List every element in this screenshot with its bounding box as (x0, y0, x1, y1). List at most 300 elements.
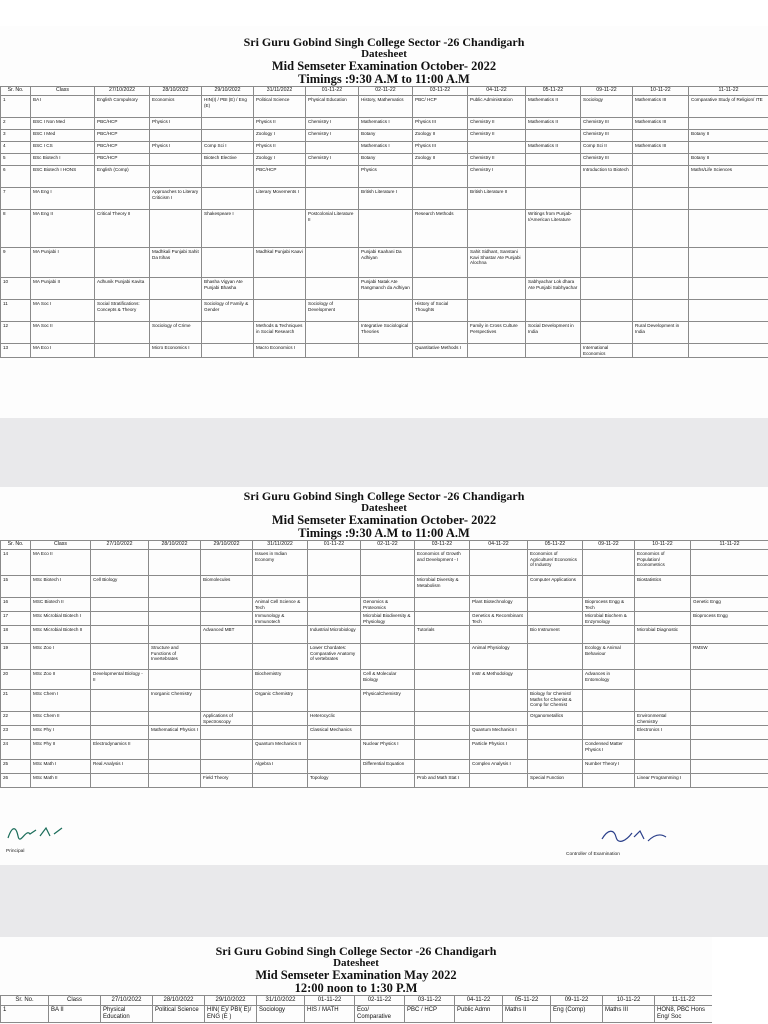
exam-subject-cell (254, 300, 306, 322)
exam-subject-cell (91, 644, 149, 670)
exam-subject-cell (150, 300, 202, 322)
exam-subject-cell (468, 278, 526, 300)
datesheet-page-1 (0, 26, 768, 418)
exam-subject-cell: Chemistry I (468, 166, 526, 188)
exam-subject-cell: Macro Economics I (254, 344, 306, 358)
exam-subject-cell: History of Social Thoughts (413, 300, 468, 322)
exam-subject-cell: Chemistry I (306, 130, 359, 142)
exam-subject-cell (361, 550, 415, 576)
col-header-date: 03-11-22 (415, 541, 470, 550)
row-sr-no: 24 (1, 740, 31, 760)
row-class: MA Eng I (31, 188, 95, 210)
col-header-date: 10-11-22 (633, 87, 689, 96)
col-header-date: 31/11/2022 (254, 87, 306, 96)
exam-subject-cell: Zoology II (413, 130, 468, 142)
exam-subject-cell (468, 142, 526, 154)
exam-subject-cell: Genomics & Proteomics (361, 598, 415, 612)
exam-subject-cell: Particle Physics I (470, 740, 528, 760)
exam-subject-cell: Ecology & Animal Behaviour (583, 644, 635, 670)
row-sr-no: 5 (1, 154, 31, 166)
row-sr-no: 20 (1, 670, 31, 690)
exam-subject-cell: Eng (Comp) (551, 1006, 603, 1023)
exam-subject-cell: Public Admn (455, 1006, 503, 1023)
exam-subject-cell: Postcolonial Literature II (306, 210, 359, 248)
exam-subject-cell (413, 166, 468, 188)
exam-subject-cell: Comp Sci I (202, 142, 254, 154)
exam-subject-cell: Prob and Math Stat I (415, 774, 470, 788)
exam-subject-cell: Botany (359, 130, 413, 142)
exam-subject-cell (95, 344, 150, 358)
exam-subject-cell: HIN( E)/ PBI( E)/ ENG (E ) (205, 1006, 257, 1023)
exam-subject-cell (581, 248, 633, 278)
table-row (1, 1006, 713, 1023)
exam-subject-cell (633, 278, 689, 300)
row-sr-no: 16 (1, 598, 31, 612)
col-header-date: 29/10/2022 (202, 87, 254, 96)
row-sr-no: 17 (1, 612, 31, 626)
exam-subject-cell (253, 644, 308, 670)
principal-label: Principal (6, 849, 25, 854)
exam-subject-cell: Microbial Diversity & Metabolism (415, 576, 470, 598)
row-sr-no: 26 (1, 774, 31, 788)
exam-subject-cell (583, 550, 635, 576)
exam-subject-cell: Madhkal Punjabi Kaavi (254, 248, 306, 278)
exam-subject-cell (633, 166, 689, 188)
exam-subject-cell (91, 712, 149, 726)
exam-subject-cell: Biomolecules (201, 576, 253, 598)
col-header-date: 28/10/2022 (153, 996, 205, 1006)
row-class: MSc Zoo II (31, 670, 91, 690)
doc-title: Datesheet (361, 47, 407, 60)
table-row (1, 142, 768, 154)
exam-subject-cell: PBC/HCP (95, 118, 150, 130)
row-class: MSc Chem II (31, 712, 91, 726)
exam-subject-cell: Microbial Biodiversity & Physiology (361, 612, 415, 626)
table-row (1, 740, 768, 760)
exam-subject-cell: Zoology I (254, 154, 306, 166)
row-class: BSC I Med (31, 130, 95, 142)
exam-subject-cell (528, 740, 583, 760)
exam-subject-cell (413, 248, 468, 278)
table-row (1, 188, 768, 210)
exam-subject-cell (149, 712, 201, 726)
exam-subject-cell: Economics of Agriculture/ Economics of Industry (528, 550, 583, 576)
exam-subject-cell (201, 690, 253, 712)
row-sr-no: 4 (1, 142, 31, 154)
exam-subject-cell (689, 118, 768, 130)
exam-subject-cell: History, Mathematics (359, 96, 413, 118)
exam-subject-cell: Punjabi Kaahani Da Adhiyan (359, 248, 413, 278)
row-sr-no: 13 (1, 344, 31, 358)
exam-subject-cell (150, 154, 202, 166)
exam-subject-cell (633, 188, 689, 210)
exam-subject-cell: Complex Analysis I (470, 760, 528, 774)
exam-subject-cell: Eco/ Comparative (355, 1006, 405, 1023)
exam-subject-cell: Immunology & Immunotech (253, 612, 308, 626)
exam-subject-cell (635, 598, 691, 612)
exam-subject-cell (633, 154, 689, 166)
exam-subject-cell: Electrodynamics II (91, 740, 149, 760)
exam-subject-cell: Social Development in India (526, 322, 581, 344)
college-name: Sri Guru Gobind Singh College Sector -26 Chandigarh (243, 35, 525, 49)
exam-subject-cell: Field Theory (201, 774, 253, 788)
exam-subject-cell: Shakespeare I (202, 210, 254, 248)
exam-subject-cell: Quantitative Methods I (413, 344, 468, 358)
controller-label: Controller of Examination (566, 852, 620, 857)
exam-subject-cell (633, 248, 689, 278)
page-gap (0, 865, 768, 937)
exam-subject-cell: Social Stratifications: Concepts & Theory (95, 300, 150, 322)
exam-subject-cell: Cell Biology (91, 576, 149, 598)
exam-subject-cell (149, 598, 201, 612)
col-header-date: 29/10/2022 (201, 541, 253, 550)
exam-subject-cell (415, 690, 470, 712)
exam-subject-cell: Mathematical Physics I (149, 726, 201, 740)
exam-subject-cell (526, 300, 581, 322)
exam-subject-cell: Animal Physiology (470, 644, 528, 670)
exam-subject-cell (91, 598, 149, 612)
exam-subject-cell: Organic Chemistry (253, 690, 308, 712)
exam-subject-cell (361, 726, 415, 740)
exam-subject-cell: Sahit Sidhant, Sanstani Kavi Shastar Ate Punjabi Alochna (468, 248, 526, 278)
exam-subject-cell: Mathematics I (359, 142, 413, 154)
exam-subject-cell (149, 550, 201, 576)
exam-subject-cell (359, 300, 413, 322)
table-row (1, 300, 768, 322)
exam-subject-cell (150, 130, 202, 142)
exam-subject-cell (308, 612, 361, 626)
timings: Timings :9:30 A.M to 11:00 A.M (298, 72, 470, 87)
exam-subject-cell: Topology (308, 774, 361, 788)
exam-subject-cell: Comp Sci II (581, 142, 633, 154)
table-row (1, 726, 768, 740)
exam-subject-cell: Physics I (150, 142, 202, 154)
header-row (1, 996, 713, 1006)
exam-subject-cell: Maths/Life Sciences (689, 166, 768, 188)
exam-subject-cell (689, 188, 768, 210)
exam-subject-cell: Literary Movements I (254, 188, 306, 210)
exam-subject-cell: Botany II (689, 130, 768, 142)
datesheet-page-2 (0, 487, 768, 865)
exam-subject-cell: PBC/HCP (95, 142, 150, 154)
exam-subject-cell (413, 188, 468, 210)
exam-subject-cell: Inorganic Chemistry (149, 690, 201, 712)
exam-subject-cell (308, 550, 361, 576)
exam-subject-cell: PBC/HCP (95, 154, 150, 166)
exam-subject-cell (149, 612, 201, 626)
col-header-date: 28/10/2022 (149, 541, 201, 550)
table-row (1, 130, 768, 142)
row-class: MA Soc I (31, 300, 95, 322)
exam-subject-cell: Genetics & Recombinant Tech (470, 612, 528, 626)
exam-subject-cell: Mathematics II (526, 118, 581, 130)
controller-signature (598, 827, 668, 852)
row-sr-no: 19 (1, 644, 31, 670)
row-sr-no: 2 (1, 118, 31, 130)
exam-subject-cell: Sociology of Crime (150, 322, 202, 344)
exam-subject-cell (95, 248, 150, 278)
table-row (1, 210, 768, 248)
row-sr-no: 12 (1, 322, 31, 344)
exam-subject-cell (201, 740, 253, 760)
exam-subject-cell: Chemistry II (468, 154, 526, 166)
exam-subject-cell (91, 726, 149, 740)
exam-subject-cell (689, 248, 768, 278)
college-name: Sri Guru Gobind Singh College Sector -26 Chandigarh (243, 489, 525, 503)
table-row (1, 626, 768, 644)
col-header-date: 03-11-22 (413, 87, 468, 96)
exam-subject-cell: Real Analysis I (91, 760, 149, 774)
exam-subject-cell (581, 188, 633, 210)
exam-subject-cell (306, 166, 359, 188)
exam-subject-cell (635, 644, 691, 670)
exam-subject-cell: Sabhyachar Lok dhara Ate Punjabi Sabhyachar (526, 278, 581, 300)
exam-subject-cell (306, 142, 359, 154)
col-header-date: 02-11-22 (355, 996, 405, 1006)
table-row (1, 612, 768, 626)
exam-subject-cell (201, 726, 253, 740)
exam-subject-cell (202, 188, 254, 210)
row-class: MA Eco II (31, 550, 91, 576)
college-name: Sri Guru Gobind Singh College Sector -26 Chandigarh (215, 944, 497, 958)
exam-subject-cell (95, 322, 150, 344)
exam-subject-cell (635, 690, 691, 712)
col-header-date: 02-11-22 (361, 541, 415, 550)
exam-subject-cell: Chemistry III (581, 118, 633, 130)
exam-subject-cell (526, 166, 581, 188)
table-row (1, 154, 768, 166)
exam-subject-cell: Biology for Chemist/ Maths for Chemist & Comp for Chemist (528, 690, 583, 712)
row-class: BA II (49, 1006, 101, 1023)
exam-subject-cell (91, 774, 149, 788)
row-sr-no: 7 (1, 188, 31, 210)
exam-subject-cell: PBC / HCP (405, 1006, 455, 1023)
exam-subject-cell (359, 344, 413, 358)
col-header-class: Class (31, 87, 95, 96)
exam-subject-cell (308, 598, 361, 612)
exam-subject-cell: Physics II (254, 142, 306, 154)
principal-signature (6, 824, 66, 846)
exam-subject-cell (253, 712, 308, 726)
col-header-date: 31/10/2022 (257, 996, 305, 1006)
exam-subject-cell: PhysicalChemistry (361, 690, 415, 712)
exam-subject-cell: Quantum Mechanics II (253, 740, 308, 760)
exam-title: Mid Semseter Examination May 2022 (255, 968, 457, 983)
col-header-class: Class (31, 541, 91, 550)
exam-subject-cell: Chemistry II (468, 118, 526, 130)
exam-subject-cell: Sociology of Family & Gender (202, 300, 254, 322)
row-class: MSC Biotech II (31, 598, 91, 612)
exam-subject-cell (470, 774, 528, 788)
exam-subject-cell: Sociology of Development (306, 300, 359, 322)
exam-subject-cell (633, 300, 689, 322)
datesheet-table (0, 86, 768, 358)
row-class: MSc Microbial Biotech II (31, 626, 91, 644)
row-sr-no: 8 (1, 210, 31, 248)
exam-subject-cell: Differential Equation (361, 760, 415, 774)
exam-subject-cell (202, 344, 254, 358)
exam-subject-cell (528, 598, 583, 612)
exam-subject-cell (253, 726, 308, 740)
exam-subject-cell (149, 670, 201, 690)
exam-subject-cell: RMSW (691, 644, 768, 670)
exam-subject-cell (415, 598, 470, 612)
exam-subject-cell (581, 300, 633, 322)
exam-subject-cell: Physical Education (101, 1006, 153, 1023)
col-header-date: 11-11-22 (655, 996, 713, 1006)
exam-subject-cell (306, 278, 359, 300)
col-header-date: 01-11-22 (306, 87, 359, 96)
exam-subject-cell: Structure and Functions of Invertebrates (149, 644, 201, 670)
exam-subject-cell (202, 118, 254, 130)
exam-subject-cell: Zoology I (254, 130, 306, 142)
exam-subject-cell (635, 740, 691, 760)
exam-title: Mid Semseter Examination October- 2022 (271, 513, 497, 528)
exam-subject-cell (361, 626, 415, 644)
exam-title: Mid Semseter Examination October- 2022 (271, 59, 497, 74)
col-header-date: 05-11-22 (528, 541, 583, 550)
exam-subject-cell (691, 550, 768, 576)
exam-subject-cell (201, 760, 253, 774)
exam-subject-cell: Maths III (603, 1006, 655, 1023)
col-header-date: 10-11-22 (603, 996, 655, 1006)
exam-subject-cell: Madhkali Punjabi Sahit Da Itihas (150, 248, 202, 278)
exam-subject-cell: Chemistry III (581, 154, 633, 166)
exam-subject-cell (581, 210, 633, 248)
exam-subject-cell (149, 626, 201, 644)
exam-subject-cell: British Literature II (468, 188, 526, 210)
exam-subject-cell (149, 774, 201, 788)
exam-subject-cell: Special Function (528, 774, 583, 788)
table-row (1, 598, 768, 612)
row-class: MSc Chem I (31, 690, 91, 712)
col-header-date: 01-11-22 (305, 996, 355, 1006)
exam-subject-cell (470, 712, 528, 726)
row-sr-no: 22 (1, 712, 31, 726)
exam-subject-cell (306, 188, 359, 210)
exam-subject-cell (581, 278, 633, 300)
exam-subject-cell (308, 690, 361, 712)
exam-subject-cell (413, 322, 468, 344)
exam-subject-cell: Physics II (254, 118, 306, 130)
exam-subject-cell (526, 344, 581, 358)
exam-subject-cell: Rural Development in India (633, 322, 689, 344)
exam-subject-cell: Critical Theory II (95, 210, 150, 248)
col-header-date: 09-11-22 (551, 996, 603, 1006)
row-class: MSc Math I (31, 760, 91, 774)
exam-subject-cell: English (Comp) (95, 166, 150, 188)
exam-subject-cell: HON8, PBC Hons Eng/ Soc (655, 1006, 713, 1023)
exam-subject-cell: Computer Applications (528, 576, 583, 598)
doc-title: Datesheet (361, 501, 407, 514)
table-row (1, 644, 768, 670)
exam-subject-cell (528, 670, 583, 690)
exam-subject-cell (470, 550, 528, 576)
col-header-date: 29/10/2022 (205, 996, 257, 1006)
exam-subject-cell (415, 726, 470, 740)
exam-subject-cell (150, 166, 202, 188)
exam-subject-cell (526, 248, 581, 278)
exam-subject-cell (308, 576, 361, 598)
header-row (1, 87, 768, 96)
exam-subject-cell: Lower Chordates: Comparative Anatomy of vertebrates (308, 644, 361, 670)
exam-subject-cell (201, 670, 253, 690)
exam-subject-cell (470, 626, 528, 644)
row-class: BSC I Non Med (31, 118, 95, 130)
exam-subject-cell: Mathematics II (526, 96, 581, 118)
exam-subject-cell (202, 248, 254, 278)
row-class: MA Soc II (31, 322, 95, 344)
row-class: MA Eco I (31, 344, 95, 358)
exam-subject-cell (526, 154, 581, 166)
row-sr-no: 18 (1, 626, 31, 644)
exam-subject-cell (254, 278, 306, 300)
row-class: BSC I CS (31, 142, 95, 154)
table-row (1, 118, 768, 130)
exam-subject-cell: Classical Mechanics (308, 726, 361, 740)
exam-subject-cell (689, 322, 768, 344)
exam-subject-cell: Number Theory I (583, 760, 635, 774)
page-gap (0, 418, 768, 487)
exam-subject-cell (253, 774, 308, 788)
exam-subject-cell: Public Administration (468, 96, 526, 118)
exam-subject-cell: Mathematics III (633, 142, 689, 154)
exam-subject-cell (633, 130, 689, 142)
exam-subject-cell (201, 612, 253, 626)
exam-subject-cell (689, 344, 768, 358)
exam-subject-cell (583, 774, 635, 788)
col-header-date: 11-11-22 (689, 87, 768, 96)
exam-subject-cell: Physics III (413, 118, 468, 130)
exam-subject-cell: Instr & Methodology (470, 670, 528, 690)
exam-subject-cell: Quantum Mechanics I (470, 726, 528, 740)
row-sr-no: 1 (1, 96, 31, 118)
exam-subject-cell (202, 130, 254, 142)
row-class: MA Eng II (31, 210, 95, 248)
row-sr-no: 10 (1, 278, 31, 300)
exam-subject-cell: Biostatistics (635, 576, 691, 598)
datesheet-table (0, 995, 712, 1023)
header-row (1, 541, 768, 550)
row-class: BA I (31, 96, 95, 118)
exam-subject-cell: Mathematics III (633, 118, 689, 130)
row-class: MSc Biotech I (31, 576, 91, 598)
exam-subject-cell (689, 210, 768, 248)
exam-subject-cell (468, 210, 526, 248)
exam-subject-cell (583, 712, 635, 726)
table-row (1, 278, 768, 300)
exam-subject-cell (691, 774, 768, 788)
exam-subject-cell: Tutorials (415, 626, 470, 644)
row-class: MSc Microbial Biotech I (31, 612, 91, 626)
exam-subject-cell: Plant Biotechnology (470, 598, 528, 612)
col-header-date: 11-11-22 (691, 541, 768, 550)
exam-subject-cell (415, 760, 470, 774)
table-row (1, 248, 768, 278)
exam-subject-cell (91, 626, 149, 644)
exam-subject-cell (635, 670, 691, 690)
exam-subject-cell (689, 300, 768, 322)
exam-subject-cell: Bhasha Vigyan Ate Punjabi Bhasha (202, 278, 254, 300)
col-header-sr-no: Sr. No. (1, 87, 31, 96)
exam-subject-cell (470, 576, 528, 598)
exam-subject-cell (308, 760, 361, 774)
exam-subject-cell (526, 188, 581, 210)
row-class: MSc Phy I (31, 726, 91, 740)
exam-subject-cell: HIS / MATH (305, 1006, 355, 1023)
table-row (1, 670, 768, 690)
exam-subject-cell (413, 278, 468, 300)
